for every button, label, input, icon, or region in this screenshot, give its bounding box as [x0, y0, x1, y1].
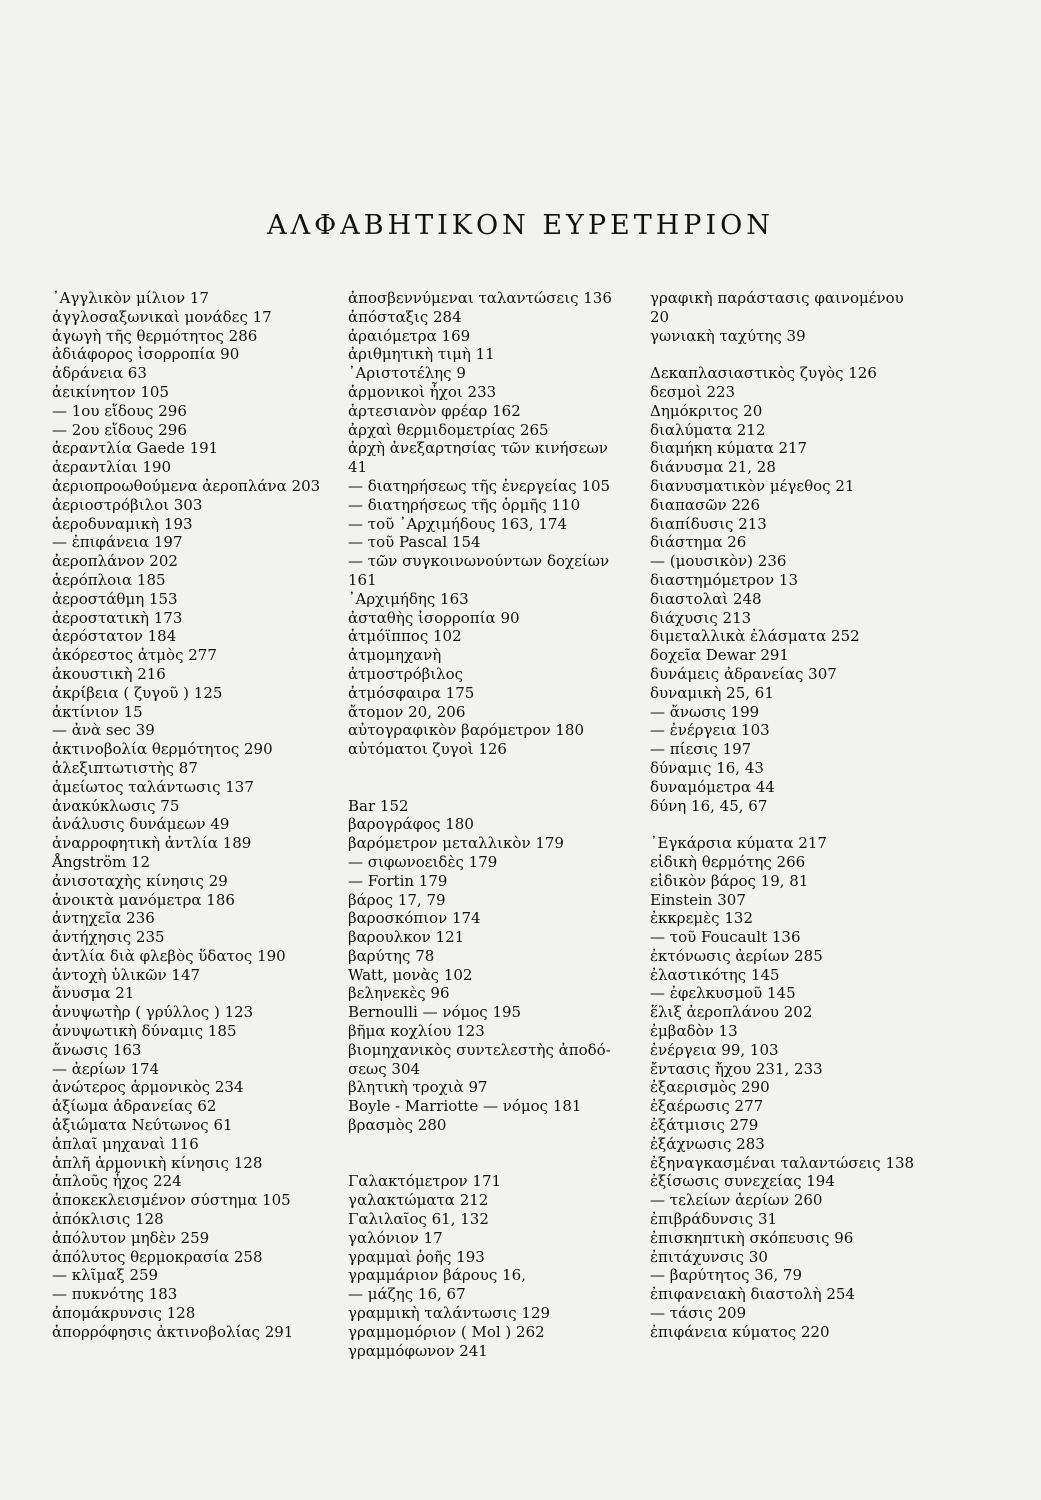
index-entry: ἐξάχνωσις 283 [650, 1134, 765, 1153]
index-entry: σεως 304 [348, 1059, 421, 1078]
index-entry: ᾿Αρχιμήδης 163 [348, 589, 469, 608]
index-entry: ἕλιξ ἀεροπλάνου 202 [650, 1003, 813, 1022]
index-entry: γραμμομόριον ( Mol ) 262 [348, 1322, 545, 1341]
index-entry: διαστολαὶ 248 [650, 589, 762, 608]
index-entry: ἀκτίνιον 15 [52, 702, 143, 721]
index-entry: — κλῖμαξ 259 [52, 1266, 159, 1285]
index-entry: ἀξίωμα ἀδρανείας 62 [52, 1097, 217, 1116]
index-entry: ἀτμομηχανὴ [348, 646, 442, 665]
index-entry [348, 1154, 638, 1173]
index-entry: ἀεροδυναμικὴ 193 [52, 514, 193, 533]
index-entry: βῆμα κοχλίου 123 [348, 1022, 485, 1041]
index-entry: — 2ου εἴδους 296 [52, 420, 187, 439]
page-title: ΑΛΦΑΒΗΤΙΚΟΝ ΕΥΡΕΤΗΡΙΟΝ [267, 210, 774, 241]
index-entry: ἀεριοστρόβιλοι 303 [52, 495, 203, 514]
index-entry: γραμμάριον βάρους 16, [348, 1266, 526, 1285]
index-entry: διαπασῶν 226 [650, 495, 761, 514]
index-entry: ἄνυσμα 21 [52, 984, 135, 1003]
index-column-3 [650, 289, 950, 1342]
index-entry: ἀκόρεστος ἀτμὸς 277 [52, 646, 217, 665]
index-entry: εἰδικὸν βάρος 19, 81 [650, 871, 809, 890]
index-entry: — Fortin 179 [348, 871, 448, 890]
index-entry: ἐκτόνωσις ἀερίων 285 [650, 946, 823, 965]
index-entry: — ἄνωσις 199 [650, 702, 760, 721]
index-entry: ᾿Εγκάρσια κύματα 217 [650, 834, 827, 853]
index-entry [348, 759, 638, 778]
index-entry: ἀκρίβεια ( ζυγοῦ ) 125 [52, 683, 223, 702]
index-entry: βρασμὸς 280 [348, 1116, 447, 1135]
index-entry: βάρος 17, 79 [348, 890, 446, 909]
index-entry: — τοῦ Pascal 154 [348, 533, 481, 552]
index-entry: ἐπιφανειακὴ διαστολὴ 254 [650, 1285, 855, 1304]
index-entry: ἀντλία διὰ φλεβὸς ὕδατος 190 [52, 946, 286, 965]
index-entry: ἔντασις ἤχου 231, 233 [650, 1059, 823, 1078]
index-entry: ἀνάλυσις δυνάμεων 49 [52, 815, 230, 834]
index-entry: αὐτογραφικὸν βαρόμετρον 180 [348, 721, 585, 740]
index-entry: εἰδικὴ θερμότης 266 [650, 852, 806, 871]
index-entry: — ἐνέργεια 103 [650, 721, 770, 740]
index-entry: ἀεριοπροωθούμενα ἀεροπλάνα 203 [52, 476, 321, 495]
index-entry: ἀνώτερος ἁρμονικὸς 234 [52, 1078, 244, 1097]
index-entry: ἀπόσταξις 284 [348, 307, 462, 326]
index-entry: Einstein 307 [650, 890, 746, 909]
index-entry: βαροσκόπιον 174 [348, 909, 481, 928]
index-entry: διάνυσμα 21, 28 [650, 458, 776, 477]
index-entry: ἀερόστατον 184 [52, 627, 177, 646]
index-entry: ἁπλῆ ἁρμονικὴ κίνησις 128 [52, 1153, 263, 1172]
index-entry: ἐξαερισμὸς 290 [650, 1078, 770, 1097]
index-entry: ἀνακύκλωσις 75 [52, 796, 180, 815]
index-entry: ἀεραντλία Gaede 191 [52, 439, 219, 458]
index-entry: Bar 152 [348, 796, 409, 815]
index-entry [650, 345, 950, 364]
index-entry: ᾿Αγγλικὸν μίλιον 17 [52, 289, 209, 307]
index-entry: ἀποκεκλεισμένον σύστημα 105 [52, 1191, 291, 1210]
index-entry: ἐξίσωσις συνεχείας 194 [650, 1172, 835, 1191]
index-entry: ἀσταθὴς ἰσορροπία 90 [348, 608, 520, 627]
index-entry: δυνάμεις ἀδρανείας 307 [650, 664, 837, 683]
index-column-2 [348, 289, 638, 1360]
index-entry: δύνη 16, 45, 67 [650, 796, 768, 815]
index-entry: γαλόνιον 17 [348, 1228, 443, 1247]
index-entry: διαστημόμετρον 13 [650, 570, 798, 589]
index-entry: 20 [650, 307, 670, 326]
index-entry: ἀπόλυτον μηδὲν 259 [52, 1228, 210, 1247]
index-entry: — διατηρήσεως τῆς ὁρμῆς 110 [348, 495, 581, 514]
index-entry: ἀμείωτος ταλάντωσις 137 [52, 777, 254, 796]
index-entry: ἄτομον 20, 206 [348, 702, 466, 721]
index-entry: γαλακτώματα 212 [348, 1191, 489, 1210]
index-entry: Δημόκριτος 20 [650, 401, 763, 420]
index-entry: ἀδράνεια 63 [52, 364, 147, 383]
index-entry: ἀριθμητικὴ τιμὴ 11 [348, 345, 495, 364]
index-entry: ἀεροστατικὴ 173 [52, 608, 183, 627]
index-entry [348, 1135, 638, 1154]
index-entry: γραμμικὴ ταλάντωσις 129 [348, 1304, 551, 1323]
index-entry: — ἀνὰ sec 39 [52, 721, 155, 740]
index-entry: βιομηχανικὸς συντελεστὴς ἀποδό- [348, 1040, 611, 1059]
index-entry: ἀπομάκρυνσις 128 [52, 1304, 196, 1323]
index-entry: γωνιακὴ ταχύτης 39 [650, 326, 806, 345]
index-entry: — πυκνότης 183 [52, 1285, 178, 1304]
index-entry: — ἐφελκυσμοῦ 145 [650, 984, 796, 1003]
index-entry: — ἐπιφάνεια 197 [52, 533, 183, 552]
index-entry: ἀνυψωτικὴ δύναμις 185 [52, 1022, 237, 1041]
index-entry: ἐλαστικότης 145 [650, 965, 780, 984]
index-entry: ἀδιάφορος ἰσορροπία 90 [52, 345, 240, 364]
index-entry: ἀρχὴ ἀνεξαρτησίας τῶν κινήσεων [348, 439, 608, 458]
index-entry: δοχεῖα Dewar 291 [650, 646, 789, 665]
index-entry: Δεκαπλασιαστικὸς ζυγὸς 126 [650, 364, 877, 383]
index-entry: ἀξιώματα Νεύτωνος 61 [52, 1116, 233, 1135]
index-entry: ᾿Αριστοτέλης 9 [348, 364, 466, 383]
index-entry: βαρογράφος 180 [348, 815, 474, 834]
index-entry: — μάζης 16, 67 [348, 1285, 466, 1304]
index-entry: ἀρχαὶ θερμιδομετρίας 265 [348, 420, 549, 439]
index-entry: ἀτμόϊππος 102 [348, 627, 462, 646]
index-entry: — πίεσις 197 [650, 740, 752, 759]
index-entry: ἀνοικτὰ μανόμετρα 186 [52, 890, 235, 909]
index-entry: ἀεροστάθμη 153 [52, 589, 178, 608]
index-entry: ἁρμονικοὶ ἦχοι 233 [348, 382, 497, 401]
index-entry: ἀπόλυτος θερμοκρασία 258 [52, 1247, 263, 1266]
index-entry: βαρουλκον 121 [348, 928, 465, 947]
index-entry: ἀεικίνητον 105 [52, 382, 169, 401]
index-entry: — 1ου εἴδους 296 [52, 401, 187, 420]
index-entry: Boyle - Marriotte — νόμος 181 [348, 1097, 582, 1116]
index-entry: διαμήκη κύματα 217 [650, 439, 808, 458]
index-entry: δύναμις 16, 43 [650, 758, 764, 777]
index-entry: Watt, μονὰς 102 [348, 965, 473, 984]
index-entry: ἀντοχὴ ὑλικῶν 147 [52, 965, 201, 984]
index-entry: ἀτμόσφαιρα 175 [348, 683, 475, 702]
index-entry: ἐπιτάχυνσις 30 [650, 1247, 768, 1266]
index-entry: ἀποσβεννύμεναι ταλαντώσεις 136 [348, 289, 612, 307]
index-entry: Γαλακτόμετρον 171 [348, 1172, 502, 1191]
index-entry: ἀερόπλοια 185 [52, 570, 166, 589]
index-entry: — βαρύτητος 36, 79 [650, 1266, 802, 1285]
index-entry: διάχυσις 213 [650, 608, 752, 627]
index-entry [650, 815, 950, 834]
index-entry: — διατηρήσεως τῆς ἐνεργείας 105 [348, 476, 611, 495]
index-entry: διανυσματικὸν μέγεθος 21 [650, 476, 855, 495]
index-entry: Ångström 12 [52, 852, 151, 871]
index-entry: ἀνυψωτὴρ ( γρύλλος ) 123 [52, 1003, 254, 1022]
index-entry: — σιφωνοειδὲς 179 [348, 852, 498, 871]
index-entry: — τῶν συγκοινωνούντων δοχείων [348, 552, 610, 571]
index-entry: διαλύματα 212 [650, 420, 766, 439]
index-entry: 41 [348, 458, 368, 477]
index-entry: γραφικὴ παράστασις φαινομένου [650, 289, 904, 307]
index-entry: ἀντήχησις 235 [52, 928, 165, 947]
index-entry: Bernoulli — νόμος 195 [348, 1003, 522, 1022]
index-entry: — τοῦ Foucault 136 [650, 928, 801, 947]
index-entry: διαπίδυσις 213 [650, 514, 767, 533]
index-entry: διμεταλλικὰ ἐλάσματα 252 [650, 627, 860, 646]
index-column-1 [52, 289, 342, 1342]
index-entry: ἁπλαῖ μηχαναὶ 116 [52, 1134, 199, 1153]
index-entry: ἐπισκηπτικὴ σκόπευσις 96 [650, 1228, 854, 1247]
index-entry: ἀλεξιπτωτιστὴς 87 [52, 758, 198, 777]
index-entry: ἀγωγὴ τῆς θερμότητος 286 [52, 326, 258, 345]
index-entry: βλητικὴ τροχιὰ 97 [348, 1078, 488, 1097]
index-entry: ἐπιφάνεια κύματος 220 [650, 1322, 830, 1341]
index-entry: διάστημα 26 [650, 533, 747, 552]
index-entry: βαρύτης 78 [348, 946, 435, 965]
index-entry: ἐνέργεια 99, 103 [650, 1040, 779, 1059]
index-entry: ἀρτεσιανὸν φρέαρ 162 [348, 401, 521, 420]
index-entry: αὐτόματοι ζυγοὶ 126 [348, 740, 507, 759]
index-entry: ἐξηναγκασμέναι ταλαντώσεις 138 [650, 1153, 915, 1172]
index-entry: ἀναρροφητικὴ ἀντλία 189 [52, 834, 252, 853]
index-entry: γραμμόφωνον 241 [348, 1341, 488, 1360]
index-entry: ἀγγλοσαξωνικαὶ μονάδες 17 [52, 307, 272, 326]
index-entry: γραμμαὶ ῥοῆς 193 [348, 1247, 485, 1266]
index-entry: ἐκκρεμὲς 132 [650, 909, 753, 928]
index-entry: — τελείων ἀερίων 260 [650, 1191, 823, 1210]
index-entry: δυναμικὴ 25, 61 [650, 683, 774, 702]
index-entry: Γαλιλαῖος 61, 132 [348, 1210, 489, 1229]
index-entry: ἀκουστικὴ 216 [52, 664, 166, 683]
index-entry: 161 [348, 570, 377, 589]
index-entry: ἐξαέρωσις 277 [650, 1097, 764, 1116]
index-entry: ἀκτινοβολία θερμότητος 290 [52, 740, 273, 759]
index-entry: βαρόμετρον μεταλλικὸν 179 [348, 834, 564, 853]
index-entry: δεσμοὶ 223 [650, 382, 736, 401]
index-entry: — τοῦ ᾿Αρχιμήδους 163, 174 [348, 514, 567, 533]
index-entry: δυναμόμετρα 44 [650, 777, 775, 796]
index-entry: ἀτμοστρόβιλος [348, 664, 464, 683]
index-entry: ἀεροπλάνον 202 [52, 552, 178, 571]
index-entry: ἐμβαδὸν 13 [650, 1022, 738, 1041]
index-entry: βεληνεκὲς 96 [348, 984, 450, 1003]
index-entry [348, 778, 638, 797]
index-entry: ἀνισοταχὴς κίνησις 29 [52, 871, 228, 890]
index-entry: — (μουσικὸν) 236 [650, 552, 787, 571]
index-entry: — τάσις 209 [650, 1304, 747, 1323]
index-entry: ἐξάτμισις 279 [650, 1116, 759, 1135]
index-entry: ἀπόκλισις 128 [52, 1210, 164, 1229]
index-entry: — ἀερίων 174 [52, 1059, 160, 1078]
index-entry: ἐπιβράδυνσις 31 [650, 1210, 778, 1229]
index-entry: ἀπορρόφησις ἀκτινοβολίας 291 [52, 1322, 294, 1341]
index-entry: ἀραιόμετρα 169 [348, 326, 471, 345]
index-entry: ἄνωσις 163 [52, 1040, 142, 1059]
index-entry: ἁπλοῦς ἦχος 224 [52, 1172, 182, 1191]
index-entry: ἀντηχεῖα 236 [52, 909, 155, 928]
index-entry: ἀεραντλίαι 190 [52, 458, 172, 477]
